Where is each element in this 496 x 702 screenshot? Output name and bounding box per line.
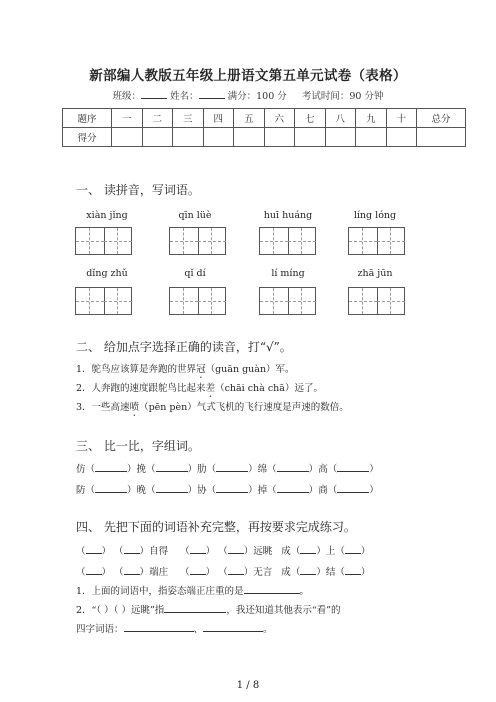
- answer-blank[interactable]: [337, 483, 369, 493]
- answer-blank[interactable]: [277, 462, 309, 472]
- question-text: 一些高速: [91, 402, 130, 413]
- char-label: 协: [197, 485, 207, 496]
- char-label: 挽: [136, 464, 147, 475]
- answer-blank[interactable]: [95, 462, 127, 472]
- char-label: 掉: [257, 485, 268, 496]
- dotted-character: 喷: [129, 402, 140, 413]
- question-number: 1．: [76, 364, 92, 375]
- score-row-label: 得分: [63, 128, 112, 147]
- pinyin-label: dǐng zhǔ: [86, 268, 128, 279]
- exam-meta: [0, 88, 496, 102]
- char-label: 晚: [136, 485, 147, 496]
- char-label: 肋: [197, 464, 207, 475]
- idiom-row: （ ） （ ）自得 （ ） （ ）远眺 成（ ）上（ ）: [76, 546, 371, 557]
- question-number: 2．: [76, 383, 92, 394]
- pinyin-label: qǐ dí: [184, 268, 206, 279]
- dotted-character: 冠: [196, 364, 206, 375]
- answer-blank[interactable]: [216, 483, 248, 493]
- answer-blank[interactable]: [216, 462, 248, 472]
- page-title: 新部编人教版五年级上册语文第五单元试卷（表格）: [89, 68, 407, 84]
- answer-blank[interactable]: [164, 603, 226, 613]
- char-label: 仿: [76, 464, 86, 475]
- score-header-cell: 四: [203, 109, 234, 128]
- writing-grid[interactable]: [259, 287, 316, 315]
- idiom-fragment: 结: [325, 567, 336, 578]
- pronunciation-options[interactable]: （guān guàn）军。: [205, 364, 295, 375]
- question-text: ，我还知道其他表示“看”的: [226, 605, 341, 616]
- answer-blank[interactable]: [345, 565, 361, 575]
- answer-blank[interactable]: [190, 565, 206, 575]
- section1-heading: 一、 读拼音，写词语。: [76, 183, 200, 197]
- answer-blank[interactable]: [86, 565, 102, 575]
- writing-grid[interactable]: [75, 287, 132, 315]
- full-score-label: 满分：100 分: [227, 91, 287, 102]
- writing-grid[interactable]: [169, 287, 226, 315]
- word-group-row: 仿（ ）挽（ ）肋（ ）绵（ ）高（ ）: [76, 464, 379, 475]
- pinyin-label: lí míng: [271, 268, 305, 279]
- score-header-cell: 总分: [417, 109, 466, 128]
- answer-blank[interactable]: [95, 483, 127, 493]
- score-cell[interactable]: [356, 128, 387, 147]
- dotted-character: 差: [205, 383, 216, 394]
- answer-blank[interactable]: [277, 483, 309, 493]
- answer-blank[interactable]: [156, 462, 188, 472]
- section4-heading: 四、 先把下面的词语补充完整，再按要求完成练习。: [76, 520, 356, 534]
- answer-blank[interactable]: [86, 544, 102, 554]
- word-group-row: 防（ ）晚（ ）协（ ）掉（ ）商（ ）: [76, 485, 379, 496]
- writing-grid[interactable]: [348, 227, 405, 255]
- char-label: 高: [318, 464, 328, 475]
- answer-blank[interactable]: [124, 622, 194, 632]
- score-cell[interactable]: [142, 128, 173, 147]
- page-number: 1 / 8: [236, 680, 260, 691]
- answer-blank[interactable]: [228, 565, 244, 575]
- pinyin-label: qīn lüè: [178, 210, 212, 221]
- idiom-fragment: 远眺: [253, 546, 273, 557]
- pronunciation-options[interactable]: （chāi chà chā）远了。: [215, 383, 323, 394]
- writing-grid[interactable]: [169, 227, 226, 255]
- score-cell[interactable]: [203, 128, 234, 147]
- idiom-fragment: 端庄: [149, 567, 169, 578]
- writing-grid[interactable]: [259, 227, 316, 255]
- score-header-cell: 二: [142, 109, 173, 128]
- char-label: 绵: [257, 464, 268, 475]
- idiom-row: （ ） （ ）端庄 （ ） （ ）无言 成（ ）结（ ）: [76, 567, 371, 578]
- answer-blank[interactable]: [228, 544, 244, 554]
- question-text: 人奔跑的速度跟鸵鸟比起来: [91, 383, 206, 394]
- pronunciation-options[interactable]: （pēn pèn）气式飞机的飞行速度是声速的数倍。: [139, 402, 349, 413]
- score-table-header-row: [63, 109, 466, 128]
- score-header-cell: 九: [356, 109, 387, 128]
- answer-blank[interactable]: [300, 544, 316, 554]
- question-text: 1．上面的词语中，指姿态端正庄重的是: [76, 586, 244, 597]
- score-table: [62, 108, 466, 147]
- score-header-cell: 十: [386, 109, 417, 128]
- score-header-cell: 一: [112, 109, 143, 128]
- score-header-cell: 七: [295, 109, 326, 128]
- writing-grid[interactable]: [75, 227, 132, 255]
- char-label: 防: [76, 485, 86, 496]
- answer-blank[interactable]: [345, 544, 361, 554]
- answer-blank[interactable]: [203, 622, 263, 632]
- class-blank: [141, 89, 167, 99]
- question-line: [76, 399, 349, 419]
- score-table-score-row: [63, 128, 466, 147]
- idiom-fragment: 成: [281, 546, 291, 557]
- question-line: [76, 602, 341, 616]
- question-text: 2．“（ ）（ ）远眺”指: [76, 605, 165, 616]
- score-cell[interactable]: [386, 128, 417, 147]
- question-number: 3．: [76, 402, 92, 413]
- name-blank: [199, 89, 225, 99]
- idiom-fragment: 上: [325, 546, 336, 557]
- answer-blank[interactable]: [124, 544, 140, 554]
- pinyin-label: líng lóng: [353, 210, 397, 221]
- char-label: 商: [318, 485, 328, 496]
- question-line: [76, 380, 323, 400]
- idiom-fragment: 无言: [253, 567, 273, 578]
- writing-grid[interactable]: [348, 287, 405, 315]
- answer-blank[interactable]: [190, 544, 206, 554]
- answer-blank[interactable]: [337, 462, 369, 472]
- punctuation: 。: [299, 586, 310, 597]
- punctuation: 。: [263, 624, 273, 635]
- score-header-cell: 八: [325, 109, 356, 128]
- score-header-cell: 五: [234, 109, 265, 128]
- score-header-cell: 三: [173, 109, 204, 128]
- score-cell[interactable]: [325, 128, 356, 147]
- question-line: [76, 583, 309, 597]
- name-label: 姓名：: [170, 91, 199, 102]
- pinyin-label: zhā jūn: [357, 268, 393, 279]
- idiom-fragment: 自得: [149, 546, 169, 557]
- score-cell[interactable]: [173, 128, 204, 147]
- question-line: [76, 361, 295, 381]
- score-cell[interactable]: [295, 128, 326, 147]
- score-cell[interactable]: [264, 128, 295, 147]
- question-text: 四字词语：: [76, 624, 124, 635]
- answer-blank[interactable]: [156, 483, 188, 493]
- answer-blank[interactable]: [124, 565, 140, 575]
- exam-time-label: 考试时间：90 分钟: [301, 91, 384, 102]
- idiom-fragment: 成: [281, 567, 291, 578]
- score-cell[interactable]: [112, 128, 143, 147]
- pinyin-label: xiàn jǐng: [86, 210, 128, 221]
- answer-blank[interactable]: [300, 565, 316, 575]
- class-label: 班级：: [112, 91, 142, 102]
- score-header-cell: 六: [264, 109, 295, 128]
- answer-blank[interactable]: [244, 584, 300, 594]
- score-cell[interactable]: [417, 128, 466, 147]
- score-header-cell: 题序: [63, 109, 112, 128]
- question-text: 鸵鸟应该算是奔跑的世界: [91, 364, 197, 375]
- question-line: [76, 621, 273, 635]
- section3-heading: 三、 比一比，字组词。: [76, 439, 200, 453]
- score-cell[interactable]: [234, 128, 265, 147]
- section2-heading: 二、 给加点字选择正确的读音，打“√”。: [76, 340, 292, 354]
- pinyin-label: huī huáng: [263, 210, 313, 221]
- punctuation: 、: [193, 624, 204, 635]
